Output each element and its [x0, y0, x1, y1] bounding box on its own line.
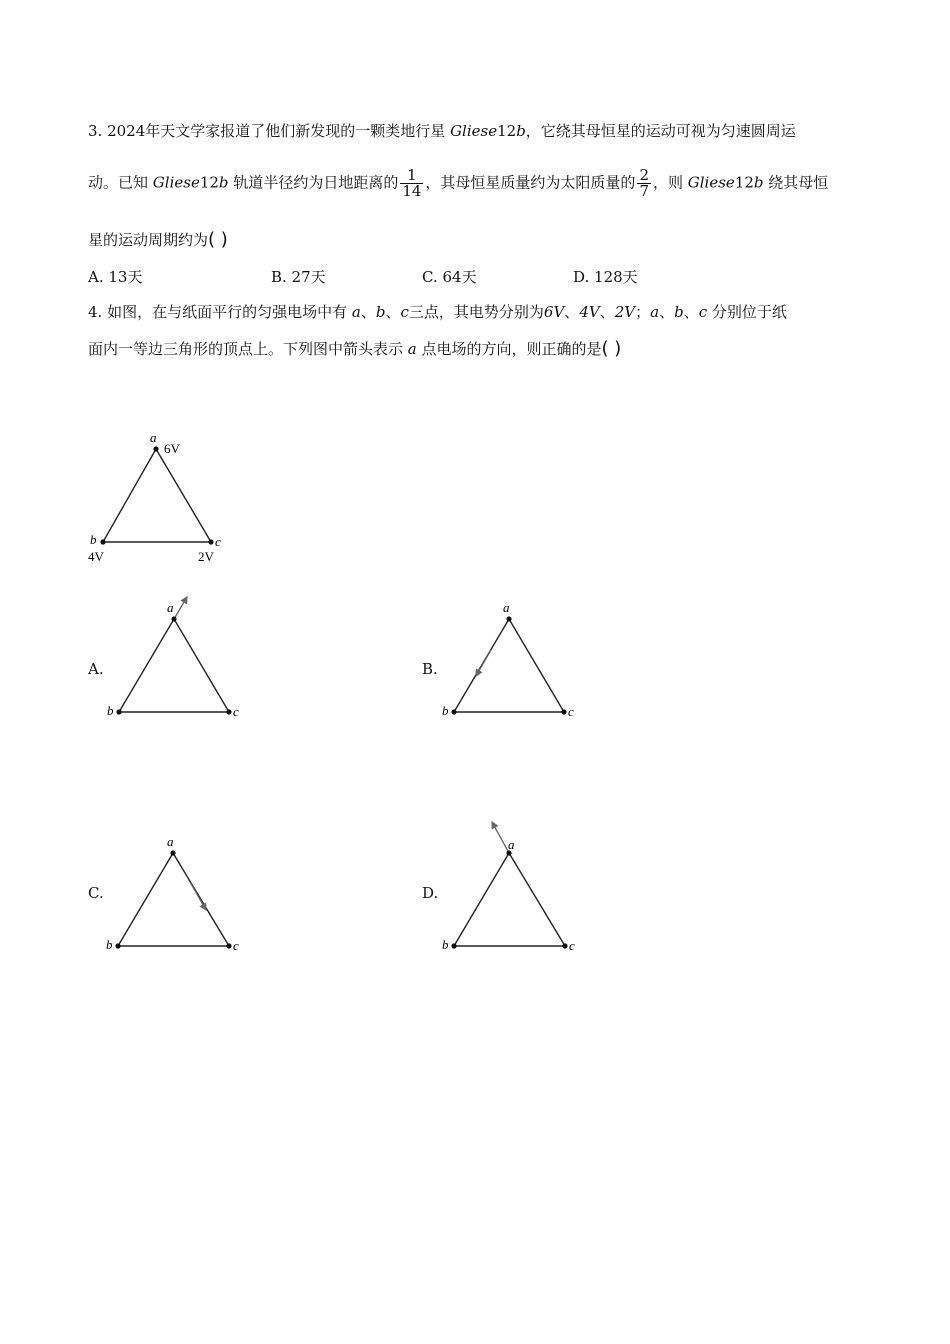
- potential-a: 6V: [164, 441, 180, 456]
- potential-c: 2V: [198, 549, 214, 564]
- field-arrow: [190, 882, 206, 910]
- answer-blank: ( ): [601, 338, 622, 359]
- q3-number: 3.: [88, 122, 103, 140]
- fraction-1-14: $\frac{1}{14}$: [402, 166, 422, 200]
- label-c: c: [215, 534, 221, 549]
- q3-option-b[interactable]: B. 27天: [271, 268, 326, 286]
- q3-option-d[interactable]: D. 128天: [573, 268, 638, 286]
- field-arrow: [174, 597, 187, 619]
- q4-choice-d-label[interactable]: D.: [422, 884, 439, 902]
- potential-b: 4V: [88, 549, 104, 564]
- q4-number: 4.: [88, 303, 103, 321]
- label-a: a: [508, 837, 515, 852]
- q3-line2: 动。已知 Gliese12b 轨道半径约为日地距离的 $\frac{1}{14}$ ，其母恒星质量约为太阳质量的 $\frac{2}{7}$ ，则 Gliese12b 绕其母恒: [88, 166, 829, 200]
- label-b: b: [107, 703, 114, 718]
- label-a: a: [167, 600, 174, 615]
- vertex-b: [100, 539, 105, 544]
- fraction-2-7: $\frac{2}{7}$: [639, 166, 649, 200]
- answer-blank: ( ): [208, 229, 228, 250]
- label-a: a: [503, 600, 510, 615]
- main-triangle-figure: [80, 428, 240, 568]
- label-c: c: [233, 704, 239, 719]
- q4-choice-d-figure[interactable]: [436, 810, 586, 957]
- q4-choice-c-figure[interactable]: [100, 822, 250, 957]
- q3-option-c[interactable]: C. 64天: [422, 268, 477, 286]
- edge-ac: [156, 449, 211, 542]
- q4-line1: 4. 如图，在与纸面平行的匀强电场中有 a、b、c三点，其电势分别为6V、4V、2V；a、b、c 分别位于纸: [88, 303, 787, 321]
- q4-choice-b-figure[interactable]: [436, 588, 586, 723]
- label-b: b: [442, 703, 449, 718]
- field-arrow: [476, 650, 491, 676]
- label-c: c: [233, 938, 239, 953]
- field-arrow: [492, 822, 509, 853]
- q3-option-a[interactable]: A. 13天: [88, 268, 143, 286]
- label-a: a: [167, 834, 174, 849]
- vertex-c: [208, 539, 213, 544]
- vertex-a: [153, 446, 158, 451]
- q4-line2: 面内一等边三角形的顶点上。下列图中箭头表示 a 点电场的方向，则正确的是( ): [88, 338, 622, 359]
- label-b: b: [442, 937, 449, 952]
- q4-choice-c-label[interactable]: C.: [88, 884, 104, 902]
- edge-ab: [103, 449, 156, 542]
- label-b: b: [90, 532, 97, 547]
- q4-choice-a-label[interactable]: A.: [88, 660, 104, 678]
- label-b: b: [106, 937, 113, 952]
- q3-line3: 星的运动周期约为( ): [88, 229, 228, 250]
- label-a: a: [150, 430, 157, 445]
- q3-line1: 3. 2024年天文学家报道了他们新发现的一颗类地行星 Gliese12b，它绕其母恒星的运动可视为匀速圆周运: [88, 122, 796, 140]
- q4-choice-b-label[interactable]: B.: [422, 660, 438, 678]
- label-c: c: [568, 704, 574, 719]
- label-c: c: [569, 938, 575, 953]
- q4-choice-a-figure[interactable]: [100, 588, 250, 723]
